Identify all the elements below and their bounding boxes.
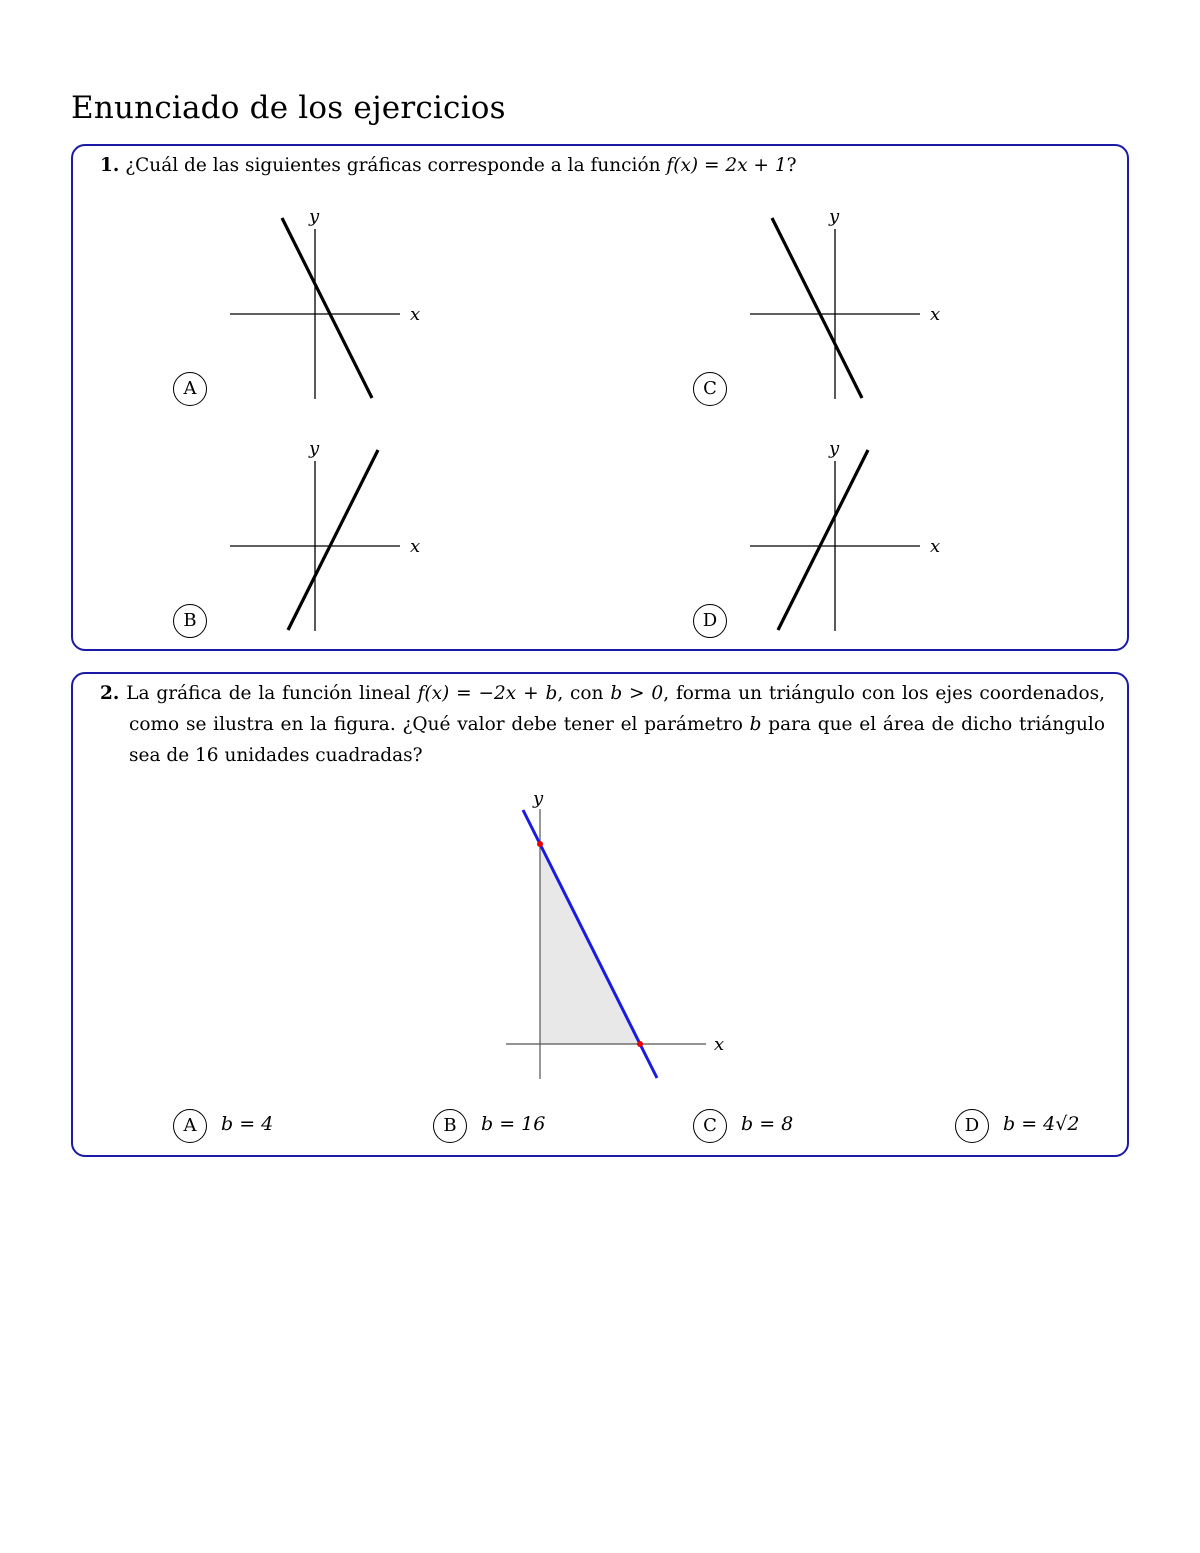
- q1-option-b-button[interactable]: B: [173, 604, 207, 638]
- question-2-figure: [493, 782, 753, 1082]
- question-2-condition: b > 0: [610, 683, 664, 704]
- q1-option-b-graph: [223, 434, 443, 634]
- q2-option-a-button[interactable]: A: [173, 1109, 207, 1143]
- question-2-param: b: [749, 714, 762, 735]
- question-1-text: [100, 150, 1100, 181]
- question-2-function: f(x) = −2x + b: [417, 683, 558, 704]
- q2-option-d-answer: b = 4√2: [1003, 1113, 1080, 1135]
- question-1-function: f(x) = 2x + 1: [666, 155, 787, 176]
- x-axis-label: x: [410, 536, 421, 557]
- question-1-prompt: ¿Cuál de las siguientes gráficas corresponde a la función: [125, 155, 667, 176]
- y-intercept-point: [537, 841, 543, 847]
- q1-option-c-graph: [743, 202, 963, 402]
- question-2-part-1: La gráfica de la función lineal: [126, 683, 418, 704]
- question-2-text: [100, 678, 1105, 771]
- question-2-paragraph: [100, 678, 1105, 771]
- question-1-number: 1.: [100, 155, 120, 176]
- question-2-part-3: , forma un triángulo con los ejes coordenados, como se ilustra en la figura. ¿Qué valor debe tener el parámetro: [129, 683, 1105, 735]
- y-axis-label: y: [309, 438, 320, 459]
- x-axis-label: x: [410, 304, 421, 325]
- q2-option-a-answer: b = 4: [221, 1113, 274, 1135]
- y-axis-label: y: [309, 206, 320, 227]
- x-intercept-point: [637, 1041, 643, 1047]
- q2-option-b-button[interactable]: B: [433, 1109, 467, 1143]
- q1-option-d-button[interactable]: D: [693, 604, 727, 638]
- y-axis-label: y: [829, 206, 840, 227]
- function-line: [288, 450, 378, 630]
- q1-option-a-button[interactable]: A: [173, 372, 207, 406]
- page-title: Enunciado de los ejercicios: [71, 90, 506, 126]
- q1-option-c-button[interactable]: C: [693, 372, 727, 406]
- q1-option-d-graph: [743, 434, 963, 634]
- q2-option-c-button[interactable]: C: [693, 1109, 727, 1143]
- y-axis-label: y: [533, 788, 544, 809]
- question-2-part-4: para que el área de dicho triángulo sea de 16 unidades cuadradas?: [129, 714, 1105, 766]
- x-axis-label: x: [930, 304, 941, 325]
- function-line: [772, 218, 862, 398]
- y-axis-label: y: [829, 438, 840, 459]
- question-1-end: ?: [786, 155, 797, 176]
- q2-option-c-answer: b = 8: [741, 1113, 794, 1135]
- x-axis-label: x: [714, 1034, 725, 1055]
- function-line: [282, 218, 372, 398]
- q2-option-d-button[interactable]: D: [955, 1109, 989, 1143]
- question-1-box: [71, 144, 1129, 651]
- function-line: [778, 450, 868, 630]
- question-2-number: 2.: [100, 683, 120, 704]
- x-axis-label: x: [930, 536, 941, 557]
- q1-option-a-graph: [223, 202, 443, 402]
- question-2-part-2: , con: [557, 683, 611, 704]
- q2-option-b-answer: b = 16: [481, 1113, 546, 1135]
- question-2-box: [71, 672, 1129, 1157]
